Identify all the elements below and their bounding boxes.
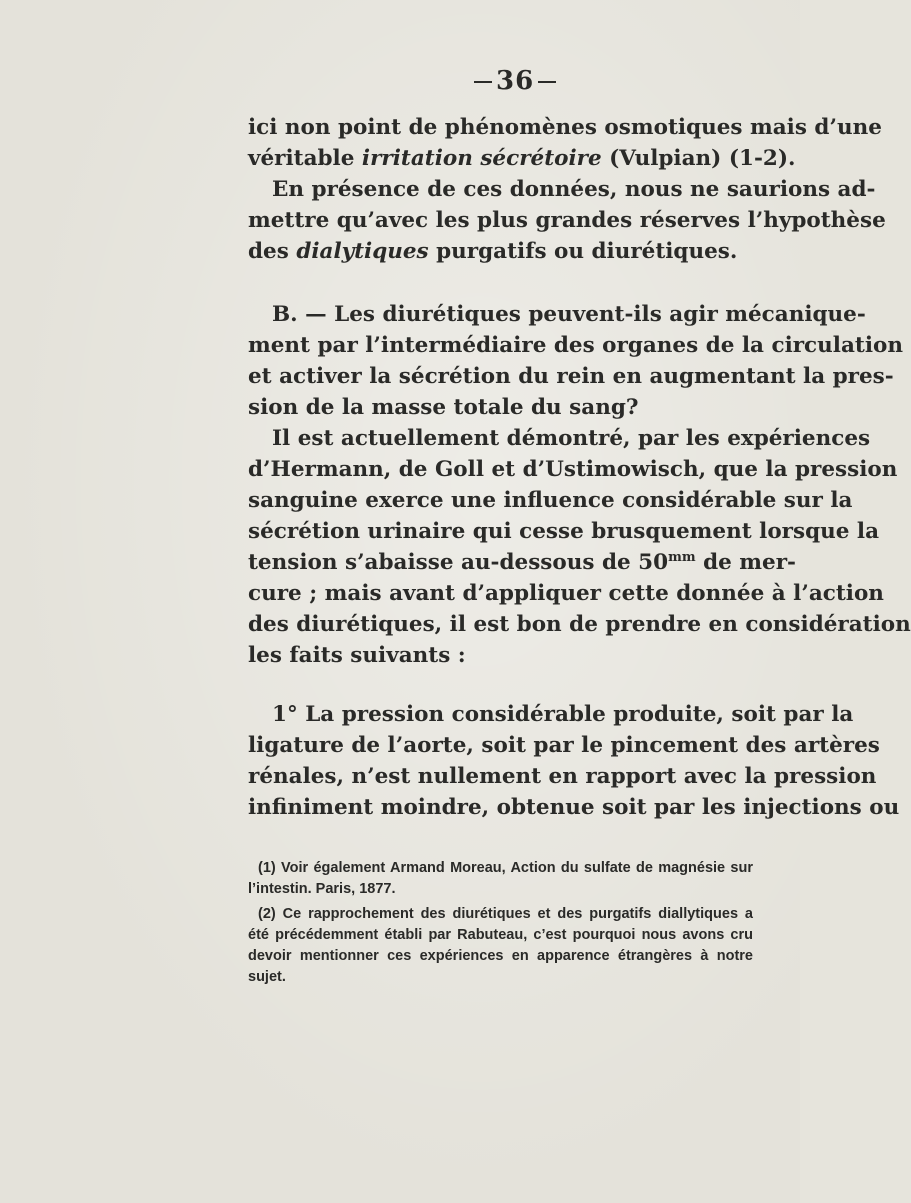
body-line: sanguine exerce une influence considérable sur la — [248, 488, 853, 513]
body-line: Il est actuellement démontré, par les expériences — [272, 426, 871, 451]
body-line: cure ; mais avant d’appliquer cette donnée à l’action — [248, 581, 884, 606]
body-line: et activer la sécrétion du rein en augmentant la pres- — [248, 364, 894, 389]
page-number: 36 — [470, 66, 560, 96]
superscript-unit: mm — [668, 549, 696, 565]
body-line: mettre qu’avec les plus grandes réserves l’hypothèse — [248, 208, 886, 233]
italic-term: dialytiques — [296, 239, 429, 264]
footnote-line: devoir mentionner ces expériences en apparence étrangères à notre — [248, 948, 753, 964]
list-item-line: 1° La pression considérable produite, soit par la — [272, 702, 854, 727]
italic-term: irritation sécrétoire — [361, 146, 602, 171]
body-line: les faits suivants : — [248, 643, 466, 668]
body-line: des dialytiques purgatifs ou diurétiques. — [248, 239, 738, 264]
body-line: ment par l’intermédiaire des organes de la circulation — [248, 333, 903, 358]
footnote-line: l’intestin. Paris, 1877. — [248, 881, 396, 897]
body-line: rénales, n’est nullement en rapport avec la pression — [248, 764, 877, 789]
footnote-line: (2) Ce rapprochement des diurétiques et des purgatifs diallytiques a — [258, 906, 753, 922]
body-line: sécrétion urinaire qui cesse brusquement lorsque la — [248, 519, 880, 544]
section-heading-line: B. — Les diurétiques peuvent-ils agir mécanique- — [272, 302, 866, 327]
footnote-line: (1) Voir également Armand Moreau, Action du sulfate de magnésie sur — [258, 860, 753, 876]
footnote-line: été précédemment établi par Rabuteau, c’est pourquoi nous avons cru — [248, 927, 753, 943]
body-line: ici non point de phénomènes osmotiques mais d’une — [248, 115, 882, 140]
footnote-line: sujet. — [248, 969, 286, 985]
body-line: tension s’abaisse au-dessous de $50^{mm}$ de mer- — [248, 549, 796, 575]
body-line: ligature de l’aorte, soit par le pincement des artères — [248, 733, 880, 758]
body-line: sion de la masse totale du sang? — [248, 395, 639, 420]
body-line: En présence de ces données, nous ne saurions ad- — [272, 177, 876, 202]
body-line: des diurétiques, il est bon de prendre en considération — [248, 612, 911, 637]
body-line: véritable irritation sécrétoire (Vulpian) (1-2). — [248, 146, 796, 171]
body-line: d’Hermann, de Goll et d’Ustimowisch, que la pression — [248, 457, 898, 482]
body-line: infiniment moindre, obtenue soit par les injections ou — [248, 795, 900, 820]
